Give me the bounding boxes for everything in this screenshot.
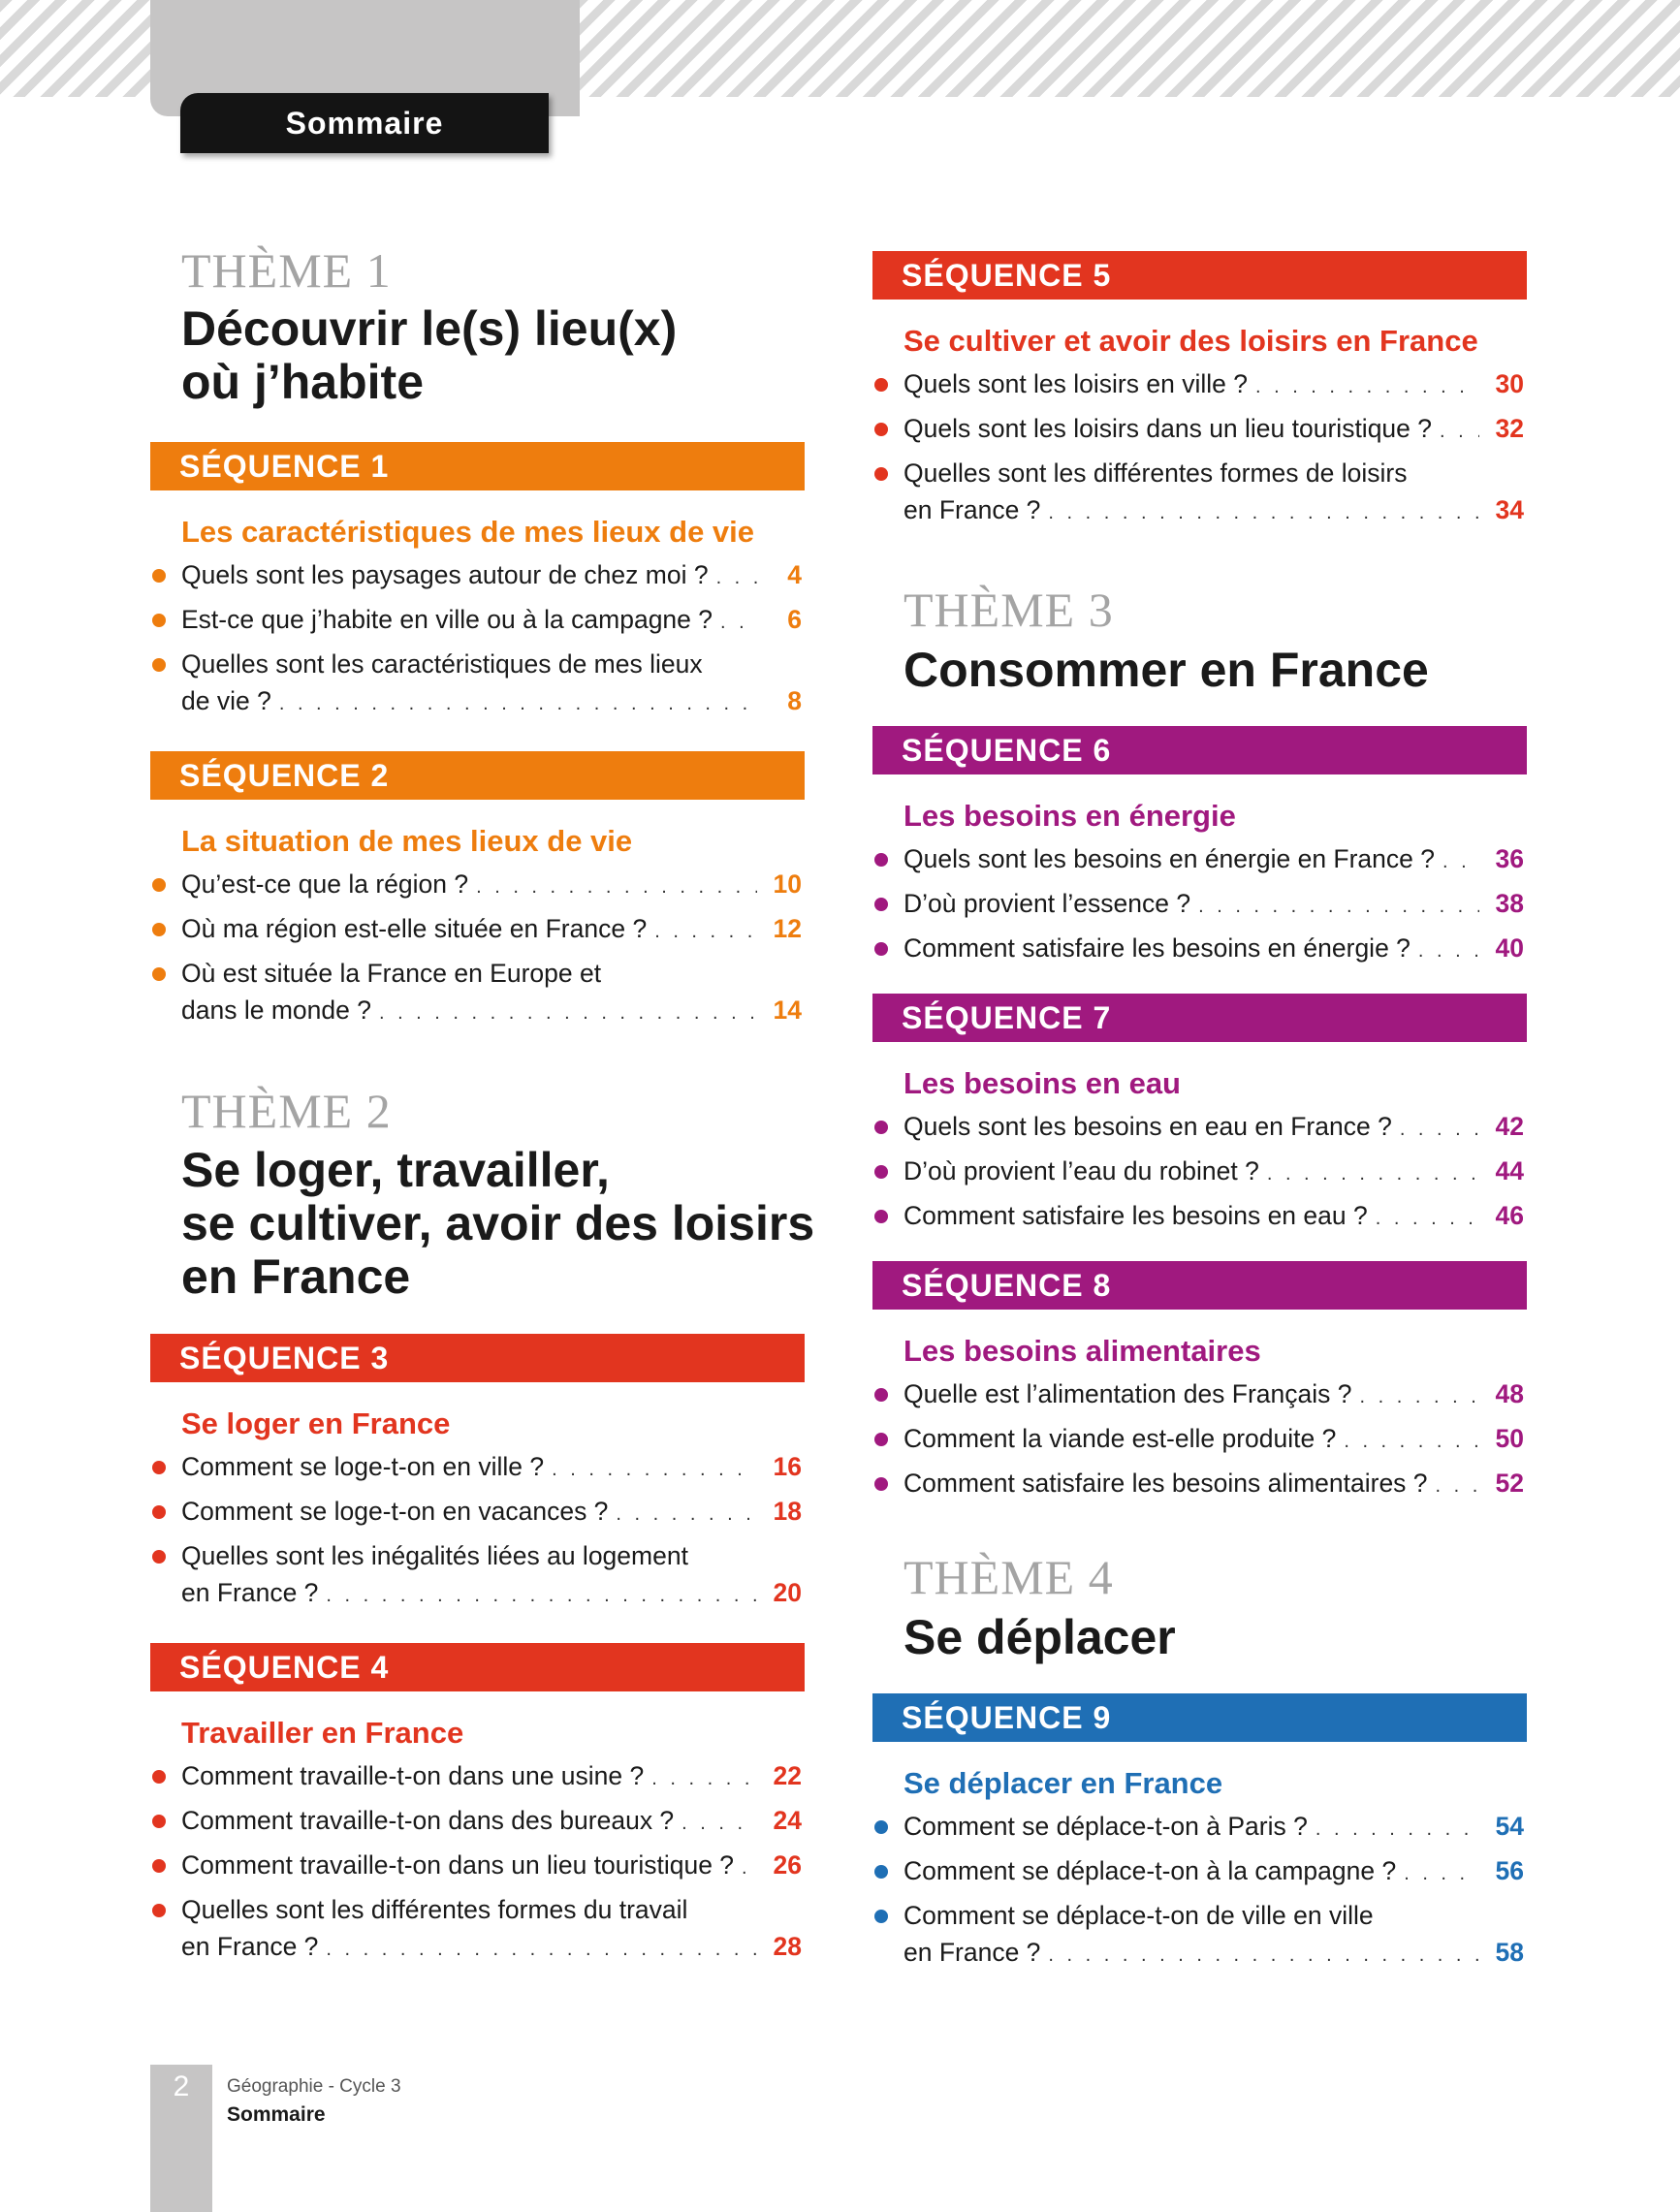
toc-entry-line — [181, 1574, 802, 1611]
sequence-title: Se déplacer en France — [903, 1766, 1223, 1800]
toc-entry-line — [181, 556, 802, 593]
toc-entry-text: de vie ? — [181, 686, 271, 715]
toc-entry-line — [903, 1934, 1524, 1971]
sequence-title: Les besoins en énergie — [903, 799, 1236, 833]
theme-label: THÈME 2 — [181, 1084, 392, 1138]
toc-entry-text: Qu’est-ce que la région ? — [181, 869, 469, 899]
bullet-icon — [874, 1910, 888, 1923]
sequence-title: Les besoins en eau — [903, 1066, 1181, 1100]
bullet-icon — [874, 1865, 888, 1879]
toc-entry[interactable] — [903, 1108, 1524, 1145]
sequence-title: Les besoins alimentaires — [903, 1334, 1261, 1368]
sequence-header: SÉQUENCE 7 — [872, 994, 1527, 1042]
toc-entry[interactable] — [903, 1897, 1524, 1971]
toc-entry-line — [903, 885, 1524, 922]
toc-entry-line — [903, 1808, 1524, 1845]
page-number: 8 — [787, 686, 802, 715]
toc-entry-line — [903, 491, 1524, 528]
bullet-icon — [874, 1165, 888, 1179]
dot-leader — [552, 1446, 757, 1488]
sequence-title: Se loger en France — [181, 1406, 451, 1440]
page-number: 40 — [1495, 933, 1524, 963]
dot-leader — [1376, 1195, 1479, 1237]
dot-leader — [379, 990, 757, 1031]
toc-entry-text: Quels sont les paysages autour de chez moi ? — [181, 560, 709, 589]
toc-entry[interactable] — [181, 1493, 802, 1530]
toc-entry-line — [903, 410, 1524, 447]
dot-leader — [1267, 1151, 1479, 1192]
bullet-icon — [874, 1210, 888, 1223]
dot-leader — [1404, 1850, 1479, 1892]
theme-title — [903, 644, 1429, 697]
sequence-header: SÉQUENCE 3 — [150, 1334, 805, 1382]
toc-entry-line — [903, 1420, 1524, 1457]
dot-leader — [716, 554, 757, 596]
dot-leader — [476, 864, 757, 905]
page-number: 38 — [1495, 889, 1524, 918]
toc-entry-line — [181, 910, 802, 947]
toc-entry-text: Comment se loge-t-on en ville ? — [181, 1452, 545, 1481]
toc-entry-line — [181, 1928, 802, 1965]
toc-entry[interactable] — [903, 930, 1524, 966]
bullet-icon — [152, 1505, 166, 1519]
page-number: 4 — [787, 560, 802, 589]
toc-entry-line — [903, 930, 1524, 966]
page-number: 36 — [1495, 844, 1524, 873]
dot-leader — [682, 1800, 757, 1842]
dot-leader — [616, 1491, 757, 1533]
dot-leader — [742, 1845, 757, 1886]
toc-entry-text: en France ? — [903, 495, 1041, 524]
toc-entry[interactable] — [181, 1891, 802, 1965]
dot-leader — [654, 908, 757, 950]
page-number: 24 — [773, 1806, 802, 1835]
theme-title-line: en France — [181, 1249, 411, 1304]
bullet-icon — [152, 1859, 166, 1873]
dot-leader — [1436, 1463, 1479, 1504]
toc-entry-text: Comment travaille-t-on dans des bureaux ? — [181, 1806, 675, 1835]
bullet-icon — [874, 1388, 888, 1402]
page-number: 34 — [1495, 495, 1524, 524]
sequence-title: Se cultiver et avoir des loisirs en France — [903, 324, 1478, 358]
dot-leader — [651, 1755, 757, 1797]
toc-entry[interactable] — [181, 866, 802, 902]
toc-entry-text: Quelles sont les différentes formes de loisirs — [903, 458, 1408, 488]
toc-entry-text: Comment se déplace-t-on à la campagne ? — [903, 1856, 1397, 1885]
toc-entry[interactable] — [181, 910, 802, 947]
toc-entry[interactable] — [903, 1420, 1524, 1457]
bullet-icon — [874, 898, 888, 911]
toc-entry[interactable] — [181, 1537, 802, 1611]
toc-entry-text: Où ma région est-elle située en France ? — [181, 914, 648, 943]
toc-entry-line — [181, 992, 802, 1028]
theme-title — [181, 302, 677, 409]
bullet-icon — [152, 614, 166, 627]
toc-entry[interactable] — [181, 556, 802, 593]
toc-entry-text: Comment satisfaire les besoins en énergie ? — [903, 933, 1411, 963]
toc-entry[interactable] — [903, 1808, 1524, 1845]
bullet-icon — [152, 1550, 166, 1564]
toc-entry-line — [181, 682, 802, 719]
bullet-icon — [152, 967, 166, 981]
toc-entry-line — [181, 866, 802, 902]
theme-label: THÈME 1 — [181, 243, 392, 298]
sequence-title: Travailler en France — [181, 1716, 464, 1750]
bullet-icon — [152, 569, 166, 583]
sequence-header: SÉQUENCE 2 — [150, 751, 805, 800]
dot-leader — [1442, 838, 1479, 880]
toc-entry-line — [181, 1537, 802, 1574]
toc-entry-text: Quelles sont les inégalités liées au logement — [181, 1541, 688, 1570]
theme-title-line: où j’habite — [181, 355, 424, 409]
bullet-icon — [152, 1770, 166, 1784]
toc-entry[interactable] — [181, 1448, 802, 1485]
dot-leader — [1360, 1374, 1479, 1415]
sequence-header: SÉQUENCE 9 — [872, 1693, 1527, 1742]
toc-entry-line — [181, 646, 802, 682]
toc-entry-line — [903, 1197, 1524, 1234]
bullet-icon — [874, 1477, 888, 1491]
bullet-icon — [874, 1820, 888, 1834]
sequence-header: SÉQUENCE 8 — [872, 1261, 1527, 1310]
toc-entry-line — [903, 1897, 1524, 1934]
dot-leader — [326, 1572, 757, 1614]
toc-entry-text: Comment la viande est-elle produite ? — [903, 1424, 1337, 1453]
page-number: 6 — [787, 605, 802, 634]
dot-leader — [1048, 490, 1479, 531]
bullet-icon — [152, 658, 166, 672]
bullet-icon — [874, 1121, 888, 1134]
toc-entry-line — [181, 601, 802, 638]
toc-entry-line — [181, 1891, 802, 1928]
dot-leader — [1344, 1418, 1479, 1460]
sequence-header: SÉQUENCE 4 — [150, 1643, 805, 1691]
bullet-icon — [874, 423, 888, 436]
theme-label: THÈME 3 — [903, 583, 1114, 637]
toc-entry[interactable] — [903, 1153, 1524, 1189]
toc-entry-text: D’où provient l’essence ? — [903, 889, 1191, 918]
dot-leader — [720, 599, 757, 641]
toc-entry[interactable] — [181, 646, 802, 719]
toc-entry[interactable] — [903, 885, 1524, 922]
toc-entry-text: Comment se déplace-t-on de ville en ville — [903, 1901, 1374, 1930]
toc-entry-text: Est-ce que j’habite en ville ou à la campagne ? — [181, 605, 713, 634]
sequence-header: SÉQUENCE 6 — [872, 726, 1527, 774]
toc-entry-text: Quelles sont les différentes formes du travail — [181, 1895, 688, 1924]
toc-entry[interactable] — [181, 601, 802, 638]
page-number: 10 — [773, 869, 802, 899]
page-number: 58 — [1495, 1938, 1524, 1967]
page-number: 14 — [773, 995, 802, 1025]
toc-entry-text: Quelle est l’alimentation des Français ? — [903, 1379, 1352, 1408]
page-number: 54 — [1495, 1812, 1524, 1841]
toc-entry-line — [181, 1802, 802, 1839]
page-number: 16 — [773, 1452, 802, 1481]
toc-entry-line — [181, 955, 802, 992]
theme-title-line: Se déplacer — [903, 1610, 1176, 1664]
page-number: 26 — [773, 1850, 802, 1880]
dot-leader — [1198, 883, 1479, 925]
page-number: 32 — [1495, 414, 1524, 443]
bullet-icon — [152, 1815, 166, 1828]
page-number: 42 — [1495, 1112, 1524, 1141]
toc-entry-line — [903, 1153, 1524, 1189]
toc-entry-line — [903, 1852, 1524, 1889]
theme-title-line: Consommer en France — [903, 643, 1429, 697]
toc-entry[interactable] — [903, 1197, 1524, 1234]
toc-entry[interactable] — [903, 455, 1524, 528]
toc-entry-text: Comment satisfaire les besoins alimentaires ? — [903, 1469, 1428, 1498]
toc-entry-line — [181, 1493, 802, 1530]
page-number: 28 — [773, 1932, 802, 1961]
dot-leader — [1315, 1806, 1479, 1848]
toc-entry[interactable] — [903, 1465, 1524, 1501]
page-number: 22 — [773, 1761, 802, 1790]
theme-title-line: Découvrir le(s) lieu(x) — [181, 301, 678, 356]
page-number: 44 — [1495, 1156, 1524, 1185]
bullet-icon — [874, 467, 888, 481]
bullet-icon — [152, 1461, 166, 1474]
toc-entry[interactable] — [903, 410, 1524, 447]
toc-entry-text: Comment se loge-t-on en vacances ? — [181, 1497, 609, 1526]
page-number: 30 — [1495, 369, 1524, 398]
theme-title — [903, 1611, 1176, 1664]
toc-entry-text: Comment satisfaire les besoins en eau ? — [903, 1201, 1368, 1230]
toc-entry-line — [181, 1448, 802, 1485]
toc-entry-text: en France ? — [181, 1578, 319, 1607]
toc-entry-text: Quels sont les besoins en eau en France ? — [903, 1112, 1392, 1141]
theme-title-line: se cultiver, avoir des loisirs — [181, 1196, 815, 1250]
bullet-icon — [152, 878, 166, 892]
sommaire-tab: Sommaire — [180, 93, 549, 153]
toc-entry-text: Quels sont les loisirs en ville ? — [903, 369, 1248, 398]
bullet-icon — [874, 378, 888, 392]
toc-entry-line — [903, 1375, 1524, 1412]
page-number: 48 — [1495, 1379, 1524, 1408]
sequence-title: La situation de mes lieux de vie — [181, 824, 633, 858]
toc-entry-line — [903, 1108, 1524, 1145]
dot-leader — [1255, 363, 1479, 405]
toc-entry-line — [181, 1847, 802, 1883]
theme-title — [181, 1144, 814, 1304]
page-number: 20 — [773, 1578, 802, 1607]
page-number: 12 — [773, 914, 802, 943]
toc-entry-text: en France ? — [903, 1938, 1041, 1967]
toc-entry-line — [903, 840, 1524, 877]
toc-entry[interactable] — [181, 1757, 802, 1794]
dot-leader — [1048, 1932, 1479, 1974]
bullet-icon — [152, 1904, 166, 1917]
toc-entry[interactable] — [181, 955, 802, 1028]
page-number: 18 — [773, 1497, 802, 1526]
page-number: 56 — [1495, 1856, 1524, 1885]
sequence-header: SÉQUENCE 5 — [872, 251, 1527, 300]
toc-entry-line — [181, 1757, 802, 1794]
toc-entry-text: Comment se déplace-t-on à Paris ? — [903, 1812, 1308, 1841]
toc-entry-text: Comment travaille-t-on dans un lieu touristique ? — [181, 1850, 735, 1880]
toc-entry-line — [903, 1465, 1524, 1501]
toc-entry-text: Quels sont les loisirs dans un lieu touristique ? — [903, 414, 1433, 443]
dot-leader — [326, 1926, 757, 1968]
toc-entry[interactable] — [903, 1375, 1524, 1412]
dot-leader — [279, 680, 757, 722]
bullet-icon — [152, 923, 166, 936]
toc-entry[interactable] — [181, 1847, 802, 1883]
toc-entry-text: Où est située la France en Europe et — [181, 959, 602, 988]
page-number: 46 — [1495, 1201, 1524, 1230]
toc-entry-line — [903, 365, 1524, 402]
toc-entry[interactable] — [903, 840, 1524, 877]
toc-entry[interactable] — [903, 1852, 1524, 1889]
dot-leader — [1440, 408, 1479, 450]
toc-entry-text: D’où provient l’eau du robinet ? — [903, 1156, 1259, 1185]
dot-leader — [1418, 928, 1479, 969]
toc-entry[interactable] — [903, 365, 1524, 402]
footer-section: Sommaire — [227, 2103, 326, 2126]
page-number: 50 — [1495, 1424, 1524, 1453]
theme-title-line: Se loger, travailler, — [181, 1143, 610, 1197]
bullet-icon — [874, 1433, 888, 1446]
sequence-title: Les caractéristiques de mes lieux de vie — [181, 515, 755, 549]
toc-entry-text: Comment travaille-t-on dans une usine ? — [181, 1761, 645, 1790]
toc-entry[interactable] — [181, 1802, 802, 1839]
toc-entry-line — [903, 455, 1524, 491]
toc-entry-text: Quels sont les besoins en énergie en France ? — [903, 844, 1435, 873]
footer-subject: Géographie - Cycle 3 — [227, 2076, 401, 2097]
bullet-icon — [874, 942, 888, 956]
toc-entry-text: Quelles sont les caractéristiques de mes lieux — [181, 649, 703, 679]
page-number: 52 — [1495, 1469, 1524, 1498]
toc-entry-text: dans le monde ? — [181, 995, 371, 1025]
dot-leader — [1400, 1106, 1479, 1148]
bullet-icon — [874, 853, 888, 867]
toc-entry-text: en France ? — [181, 1932, 319, 1961]
page-number: 2 — [173, 2070, 190, 2102]
sequence-header: SÉQUENCE 1 — [150, 442, 805, 490]
theme-label: THÈME 4 — [903, 1550, 1114, 1604]
